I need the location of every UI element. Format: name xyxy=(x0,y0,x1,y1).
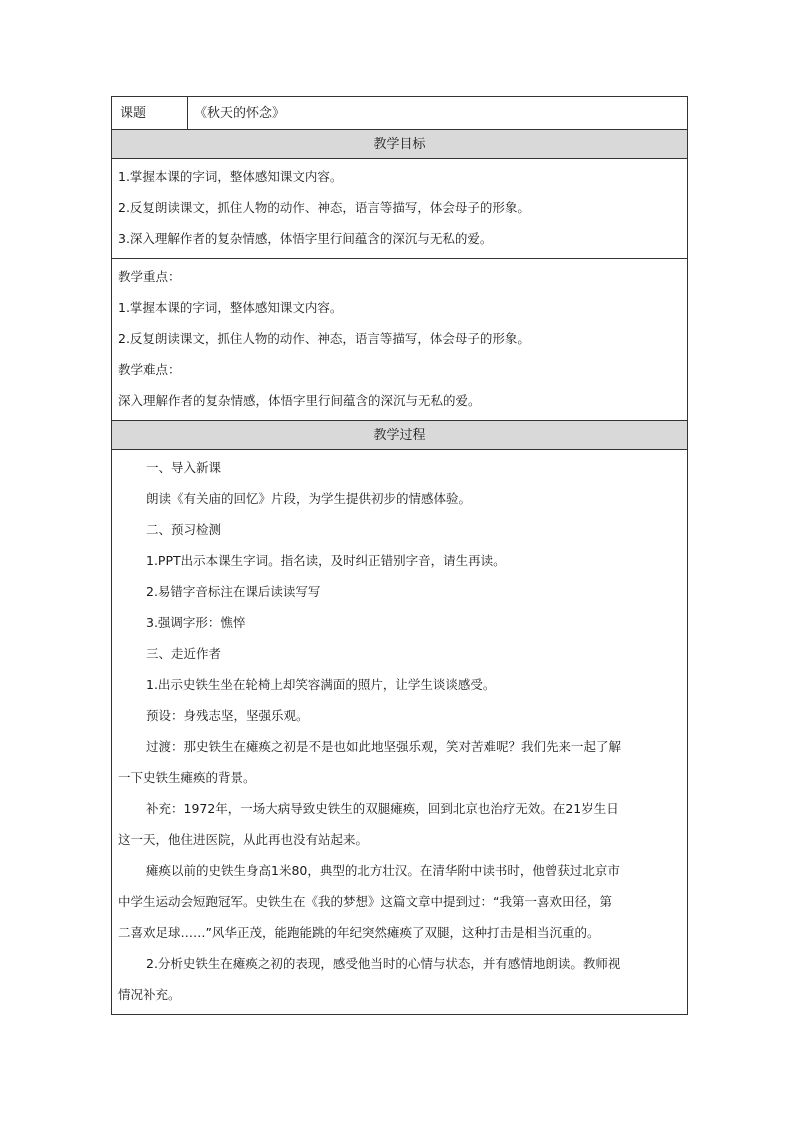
process-line: 中学生运动会短跑冠军。史铁生在《我的梦想》这篇文章中提到过：“我第一喜欢田径，第 xyxy=(118,894,612,909)
process-line: 预设：身残志坚，坚强乐观。 xyxy=(146,708,309,723)
lesson-plan-table xyxy=(111,96,688,1015)
process-block xyxy=(112,450,687,1014)
key-point-item: 2.反复朗读课文，抓住人物的动作、神态，语言等描写，体会母子的形象。 xyxy=(118,331,530,346)
key-points-label: 教学重点： xyxy=(118,269,181,284)
difficult-points-label: 教学难点： xyxy=(118,362,181,377)
goal-item: 3.深入理解作者的复杂情感，体悟字里行间蕴含的深沉与无私的爱。 xyxy=(118,231,493,246)
process-line: 过渡：那史铁生在瘫痪之初是不是也如此地坚强乐观，笑对苦难呢？我们先来一起了解 xyxy=(146,739,622,754)
process-line: 1.PPT出示本课生字词。指名读，及时纠正错别字音，请生再读。 xyxy=(146,553,506,568)
focus-block xyxy=(112,259,687,421)
process-line: 一下史铁生瘫痪的背景。 xyxy=(118,770,256,785)
goal-item: 1.掌握本课的字词，整体感知课文内容。 xyxy=(118,169,343,184)
lesson-title-value: 《秋天的怀念》 xyxy=(194,106,286,121)
process-line: 补充：1972年，一场大病导致史铁生的双腿瘫痪，回到北京也治疗无效。在21岁生日 xyxy=(146,801,619,816)
process-line: 1.出示史铁生坐在轮椅上却笑容满面的照片，让学生谈谈感受。 xyxy=(146,677,496,692)
process-line: 二、预习检测 xyxy=(146,522,222,537)
lesson-title-label: 课题 xyxy=(112,97,188,129)
goals-block xyxy=(112,159,687,259)
process-line: 一、导入新课 xyxy=(146,460,222,475)
process-line: 2.分析史铁生在瘫痪之初的表现，感受他当时的心情与状态，并有感情地朗读。教师视 xyxy=(146,956,621,971)
process-line: 2.易错字音标注在课后读读写写 xyxy=(146,584,321,599)
process-line: 二喜欢足球……”风华正茂，能跑能跳的年纪突然瘫痪了双腿，这种打击是相当沉重的。 xyxy=(118,925,600,940)
process-line: 这一天，他住进医院，从此再也没有站起来。 xyxy=(118,832,369,847)
goal-item: 2.反复朗读课文，抓住人物的动作、神态，语言等描写，体会母子的形象。 xyxy=(118,200,530,215)
goals-heading: 教学目标 xyxy=(112,130,687,159)
process-heading: 教学过程 xyxy=(112,421,687,450)
process-line: 瘫痪以前的史铁生身高1米80，典型的北方壮汉。在清华附中读书时，他曾获过北京市 xyxy=(146,863,620,878)
process-line: 朗读《有关庙的回忆》片段，为学生提供初步的情感体验。 xyxy=(146,491,472,506)
difficult-point-item: 深入理解作者的复杂情感，体悟字里行间蕴含的深沉与无私的爱。 xyxy=(118,393,481,408)
key-point-item: 1.掌握本课的字词，整体感知课文内容。 xyxy=(118,300,343,315)
process-line: 3.强调字形：憔悴 xyxy=(146,615,246,630)
process-line: 情况补充。 xyxy=(118,987,181,1002)
process-line: 三、走近作者 xyxy=(146,646,222,661)
lesson-title-row xyxy=(112,97,687,130)
